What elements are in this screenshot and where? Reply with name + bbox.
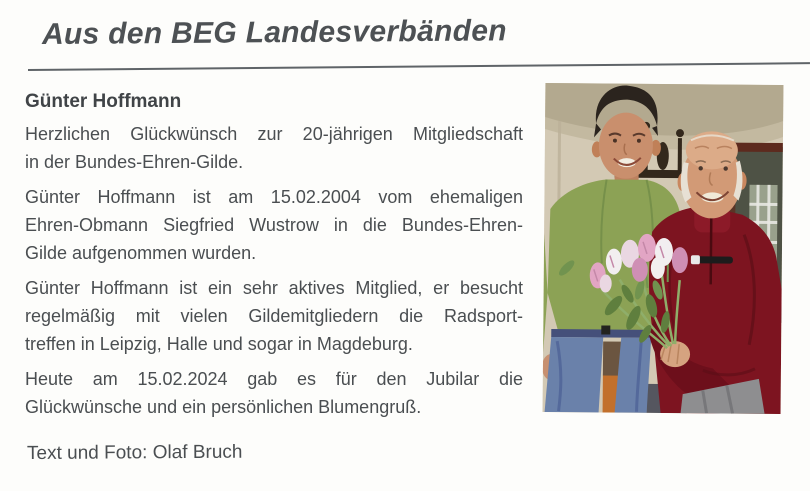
text-line: Günter Hoffmann ist am 15.02.2004 vom ehemaligen [25,187,523,207]
text-line: treffen in Leipzig, Halle und sogar in Magdeburg. [25,334,413,354]
article-photo [543,83,784,414]
paragraph-2 [25,183,523,267]
text-line: Gilde aufgenommen wurden. [25,243,257,263]
article-body [25,90,523,428]
text-line: regelmäßig mit vielen Gildemitgliedern die Radsport- [25,306,523,326]
text-line: Glückwünsche und ein persönlichen Blumengruß. [25,397,422,417]
article-heading: Günter Hoffmann [25,91,182,112]
masthead-rule [28,62,810,71]
photo-credit: Text und Foto: Olaf Bruch [26,441,243,464]
text-line: Günter Hoffmann ist ein sehr aktives Mitglied, er besucht [25,278,523,298]
paragraph-1 [25,120,523,176]
text-line: Heute am 15.02.2024 gab es für den Jubilar die [25,369,523,389]
text-line: Ehren-Obmann Siegfried Wustrow in die Bundes-Ehren- [25,215,523,235]
paragraph-4 [25,365,523,421]
section-title: Aus den BEG Landesverbänden [41,14,507,51]
photo-illustration [543,83,784,414]
text-line: Herzlichen Glückwünsch zur 20-jährigen Mitgliedschaft [25,124,523,144]
paragraph-3 [25,274,523,358]
text-line: in der Bundes-Ehren-Gilde. [25,152,244,172]
